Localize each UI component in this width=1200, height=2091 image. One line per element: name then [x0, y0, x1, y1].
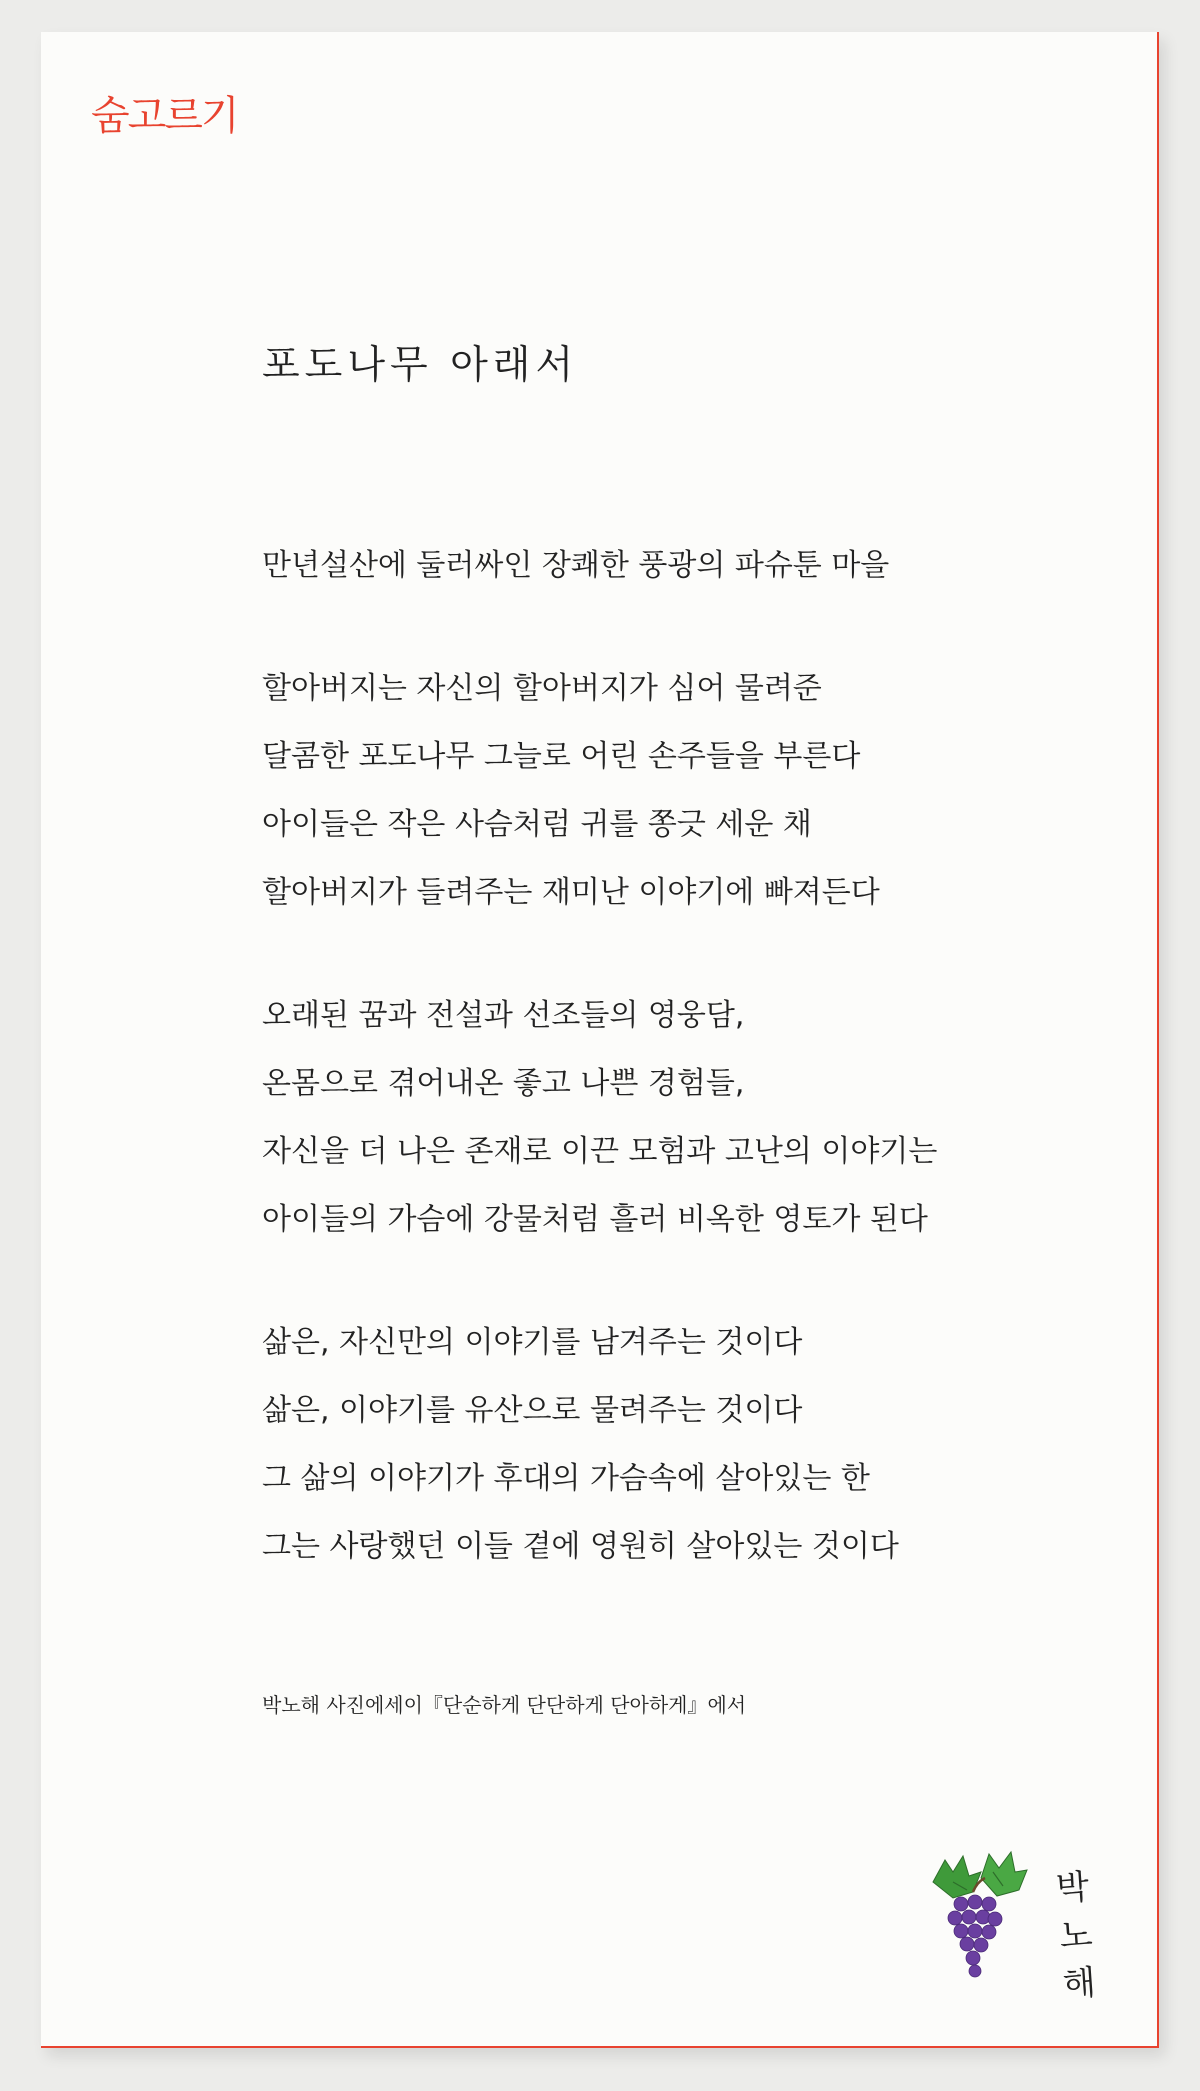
stanza	[262, 655, 1122, 927]
poem-line: 할아버지가 들려주는 재미난 이야기에 빠져든다	[262, 875, 880, 910]
poem-line: 자신을 더 나은 존재로 이끈 모험과 고난의 이야기는	[262, 1134, 938, 1169]
source-citation: 박노해 사진에세이『단순하게 단단하게 단아하게』에서	[262, 1693, 747, 1717]
poem-card	[41, 32, 1159, 2048]
stanza	[262, 982, 1122, 1254]
signature-char: 박	[1054, 1867, 1091, 1910]
stanza	[262, 1309, 1122, 1581]
brand-name: 숨고르기	[91, 93, 238, 139]
poem-line: 그는 사랑했던 이들 곁에 영원히 살아있는 것이다	[262, 1529, 899, 1564]
signature-char: 노	[1058, 1914, 1094, 1958]
poem-line: 그 삶의 이야기가 후대의 가슴속에 살아있는 한	[262, 1461, 870, 1496]
poem-body	[262, 532, 1122, 1636]
grape-leaf-icon	[933, 1852, 1027, 1898]
poem-line: 할아버지는 자신의 할아버지가 심어 물려준	[262, 671, 822, 706]
stanza	[262, 532, 1122, 600]
grape-cluster-icon	[923, 1842, 1033, 1982]
poem-line: 온몸으로 겪어내온 좋고 나쁜 경험들,	[262, 1066, 745, 1101]
poem-line: 삶은, 자신만의 이야기를 남겨주는 것이다	[262, 1325, 803, 1360]
poem-line: 삶은, 이야기를 유산으로 물려주는 것이다	[262, 1393, 803, 1428]
author-signature	[1041, 1862, 1111, 2010]
poem-line: 아이들의 가슴에 강물처럼 흘러 비옥한 영토가 된다	[262, 1202, 928, 1237]
signature-char: 해	[1061, 1962, 1098, 2005]
brand-logo[interactable]	[91, 74, 238, 154]
poem-line: 달콤한 포도나무 그늘로 어린 손주들을 부른다	[262, 739, 861, 774]
poem-line: 아이들은 작은 사슴처럼 귀를 쫑긋 세운 채	[262, 807, 812, 842]
poem-line: 오래된 꿈과 전설과 선조들의 영웅담,	[262, 998, 745, 1033]
poem-title: 포도나무 아래서	[262, 343, 579, 388]
poem-line: 만년설산에 둘러싸인 장쾌한 풍광의 파슈툰 마을	[262, 548, 890, 583]
